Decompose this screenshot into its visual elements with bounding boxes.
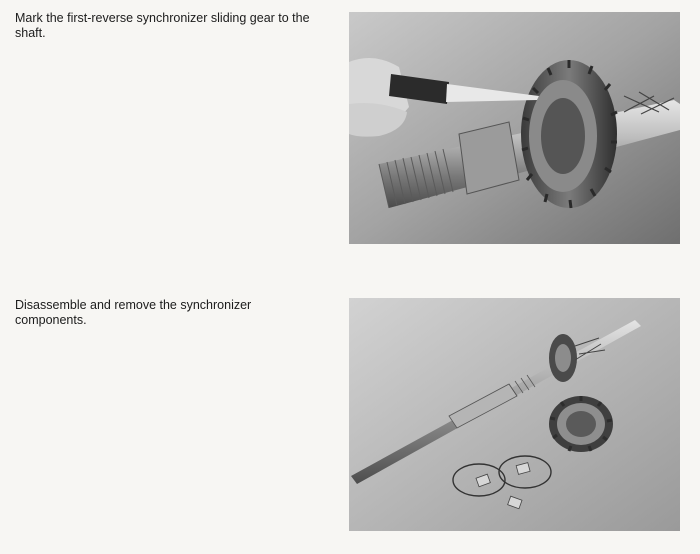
step-2-instruction: Disassemble and remove the synchronizer components. [15,298,252,327]
photo-disassembled-synchronizer [349,298,680,531]
step-1-instruction: Mark the first-reverse synchronizer sliding gear to the shaft. [15,11,310,40]
photo-marking-synchronizer-gear [349,12,680,244]
